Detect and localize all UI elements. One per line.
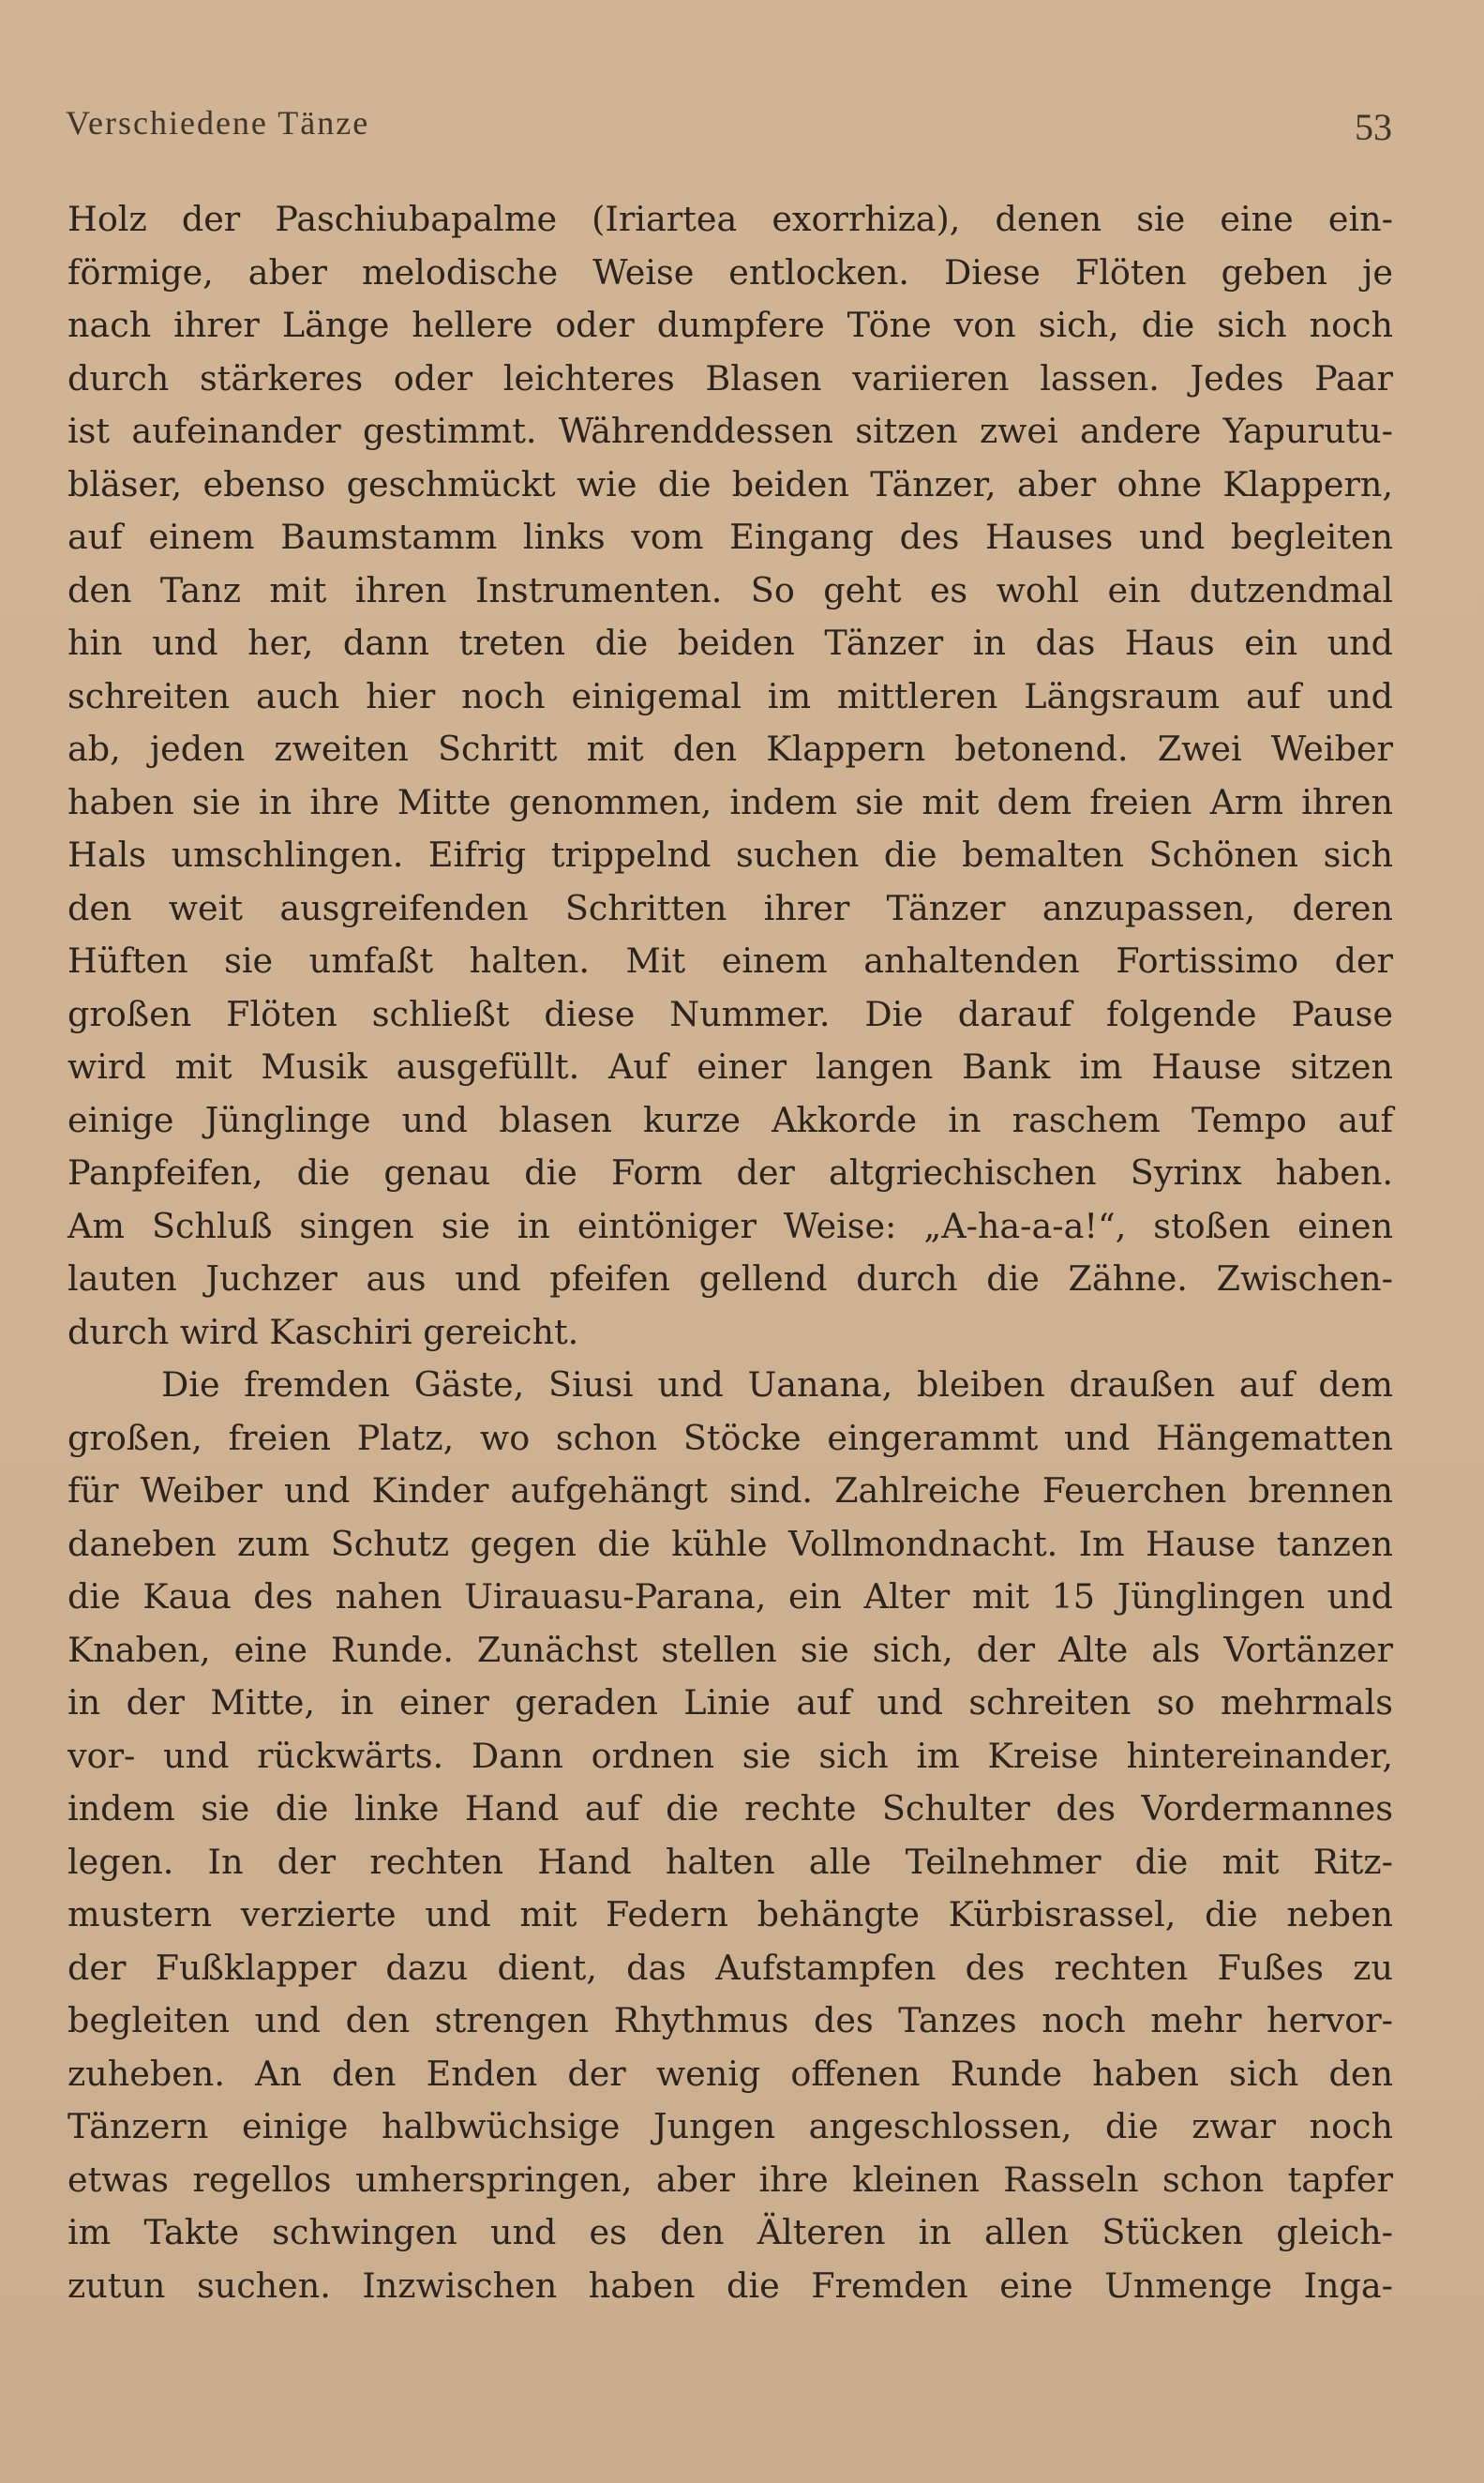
text-line: auf einem Baumstamm links vom Eingang des Hauses und begleiten xyxy=(67,517,1393,557)
paragraph-1 xyxy=(67,193,1393,1359)
text-line: die Kaua des nahen Uirauasu-Parana, ein Alter mit 15 Jünglingen und xyxy=(67,1576,1393,1617)
text-line: legen. In der rechten Hand halten alle Teilnehmer die mit Ritz- xyxy=(67,1841,1393,1882)
page-number: 53 xyxy=(1355,106,1392,148)
text-line: Die fremden Gäste, Siusi und Uanana, bleiben draußen auf dem xyxy=(161,1364,1393,1405)
text-line: einige Jünglinge und blasen kurze Akkorde in raschem Tempo auf xyxy=(67,1099,1393,1140)
text-line: förmige, aber melodische Weise entlocken. Diese Flöten geben je xyxy=(67,251,1393,293)
text-line: daneben zum Schutz gegen die kühle Vollmondnacht. Im Hause tanzen xyxy=(67,1523,1393,1564)
text-line: etwas regellos umherspringen, aber ihre kleinen Rasseln schon tapfer xyxy=(67,2159,1393,2200)
text-line: vor- und rückwärts. Dann ordnen sie sich im Kreise hintereinander, xyxy=(67,1735,1393,1776)
running-head: Verschiedene Tänze xyxy=(66,104,370,142)
text-line: Holz der Paschiubapalme (Iriartea exorrhiza), denen sie eine ein- xyxy=(67,199,1393,239)
text-line: wird mit Musik ausgefüllt. Auf einer langen Bank im Hause sitzen xyxy=(67,1046,1393,1087)
paragraph-2 xyxy=(67,1359,1393,2312)
text-line: haben sie in ihre Mitte genommen, indem sie mit dem freien Arm ihren xyxy=(67,781,1393,822)
text-line: schreiten auch hier noch einigemal im mittleren Längsraum auf und xyxy=(67,675,1393,716)
text-line: großen, freien Platz, wo schon Stöcke eingerammt und Hängematten xyxy=(67,1417,1393,1458)
text-line: den Tanz mit ihren Instrumenten. So geht es wohl ein dutzendmal xyxy=(67,569,1393,610)
text-line: nach ihrer Länge hellere oder dumpfere Töne von sich, die sich noch xyxy=(67,305,1393,345)
text-line: den weit ausgreifenden Schritten ihrer Tänzer anzupassen, deren xyxy=(67,887,1393,928)
text-line: bläser, ebenso geschmückt wie die beiden Tänzer, aber ohne Klappern, xyxy=(67,463,1393,504)
text-line: zuheben. An den Enden der wenig offenen Runde haben sich den xyxy=(67,2053,1393,2094)
text-line: großen Flöten schließt diese Nummer. Die darauf folgende Pause xyxy=(67,993,1393,1034)
text-line: ist aufeinander gestimmt. Währenddessen sitzen zwei andere Yapurutu- xyxy=(67,411,1393,451)
text-line: durch wird Kaschiri gereicht. xyxy=(67,1311,579,1352)
text-line: mustern verzierte und mit Federn behängte Kürbisrassel, die neben xyxy=(67,1894,1393,1934)
text-line: zutun suchen. Inzwischen haben die Fremden eine Unmenge Inga- xyxy=(67,2265,1393,2306)
text-line: Hals umschlingen. Eifrig trippelnd suchen die bemalten Schönen sich xyxy=(67,835,1393,875)
body-text xyxy=(67,193,1393,2312)
text-line: in der Mitte, in einer geraden Linie auf und schreiten so mehrmals xyxy=(67,1682,1393,1723)
text-line: der Fußklapper dazu dient, das Aufstampfen des rechten Fußes zu xyxy=(67,1947,1393,1988)
text-line: hin und her, dann treten die beiden Tänzer in das Haus ein und xyxy=(67,623,1393,663)
text-line: indem sie die linke Hand auf die rechte Schulter des Vordermannes xyxy=(67,1788,1393,1828)
text-line: für Weiber und Kinder aufgehängt sind. Zahlreiche Feuerchen brennen xyxy=(67,1470,1393,1511)
text-line: Am Schluß singen sie in eintöniger Weise: „A-ha-a-a!“, stoßen einen xyxy=(67,1205,1393,1246)
text-line: Hüften sie umfaßt halten. Mit einem anhaltenden Fortissimo der xyxy=(67,941,1393,981)
text-line: im Takte schwingen und es den Älteren in allen Stücken gleich- xyxy=(67,2212,1393,2252)
text-line: begleiten und den strengen Rhythmus des Tanzes noch mehr hervor- xyxy=(67,2000,1393,2040)
text-line: lauten Juchzer aus und pfeifen gellend durch die Zähne. Zwischen- xyxy=(67,1258,1393,1299)
text-line: ab, jeden zweiten Schritt mit den Klappern betonend. Zwei Weiber xyxy=(67,729,1393,769)
text-line: Panpfeifen, die genau die Form der altgriechischen Syrinx haben. xyxy=(67,1152,1393,1193)
text-line: Knaben, eine Runde. Zunächst stellen sie sich, der Alte als Vortänzer xyxy=(67,1629,1393,1670)
text-line: Tänzern einige halbwüchsige Jungen angeschlossen, die zwar noch xyxy=(67,2106,1393,2146)
text-line: durch stärkeres oder leichteres Blasen variieren lassen. Jedes Paar xyxy=(67,357,1393,399)
